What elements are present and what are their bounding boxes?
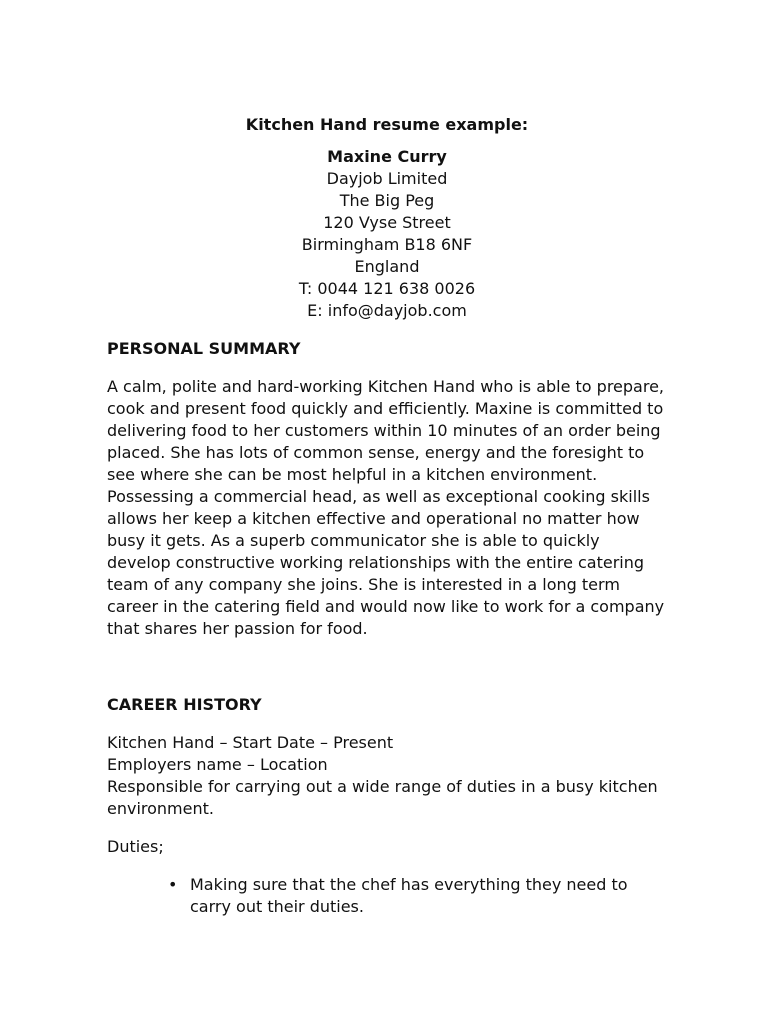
duty-text: Making sure that the chef has everything they need to carry out their duties.	[190, 875, 628, 916]
employer-location: Employers name – Location	[107, 755, 328, 774]
list-item	[168, 874, 667, 918]
personal-summary-text: A calm, polite and hard-working Kitchen Hand who is able to prepare, cook and present food quickly and efficiently. Maxine is committed to delivering food to her customers within 10 minutes of an order being placed. She has lots of common sense, energy and the foresight to see where she can be most helpful in a kitchen environment. Possessing a commercial head, as well as exceptional cooking skills allows her keep a kitchen effective and operational no matter how busy it gets. As a superb communicator she is able to quickly develop constructive working relationships with the entire catering team of any company she joins. She is interested in a long term career in the catering field and would now like to work for a company that shares her passion for food.	[107, 377, 665, 638]
candidate-name: Maxine Curry	[327, 147, 447, 166]
address-company: Dayjob Limited	[326, 169, 448, 188]
address-city: Birmingham B18 6NF	[301, 235, 473, 254]
bullet-icon: •	[168, 875, 178, 894]
resume-page	[107, 114, 667, 918]
job-responsibility: Responsible for carrying out a wide range of duties in a busy kitchen environment.	[107, 777, 658, 818]
duties-label: Duties;	[107, 837, 164, 856]
duties-list	[107, 874, 667, 918]
contact-block	[107, 146, 667, 322]
document-title: Kitchen Hand resume example:	[245, 115, 529, 134]
career-history-heading: CAREER HISTORY	[107, 695, 262, 714]
address-country: England	[354, 257, 420, 276]
personal-summary-heading: PERSONAL SUMMARY	[107, 339, 301, 358]
address-building: The Big Peg	[339, 191, 435, 210]
contact-phone: T: 0044 121 638 0026	[298, 279, 476, 298]
address-street: 120 Vyse Street	[323, 213, 451, 232]
contact-email: E: info@dayjob.com	[307, 301, 467, 320]
job-title-dates: Kitchen Hand – Start Date – Present	[107, 733, 394, 752]
job-entry	[107, 732, 667, 820]
